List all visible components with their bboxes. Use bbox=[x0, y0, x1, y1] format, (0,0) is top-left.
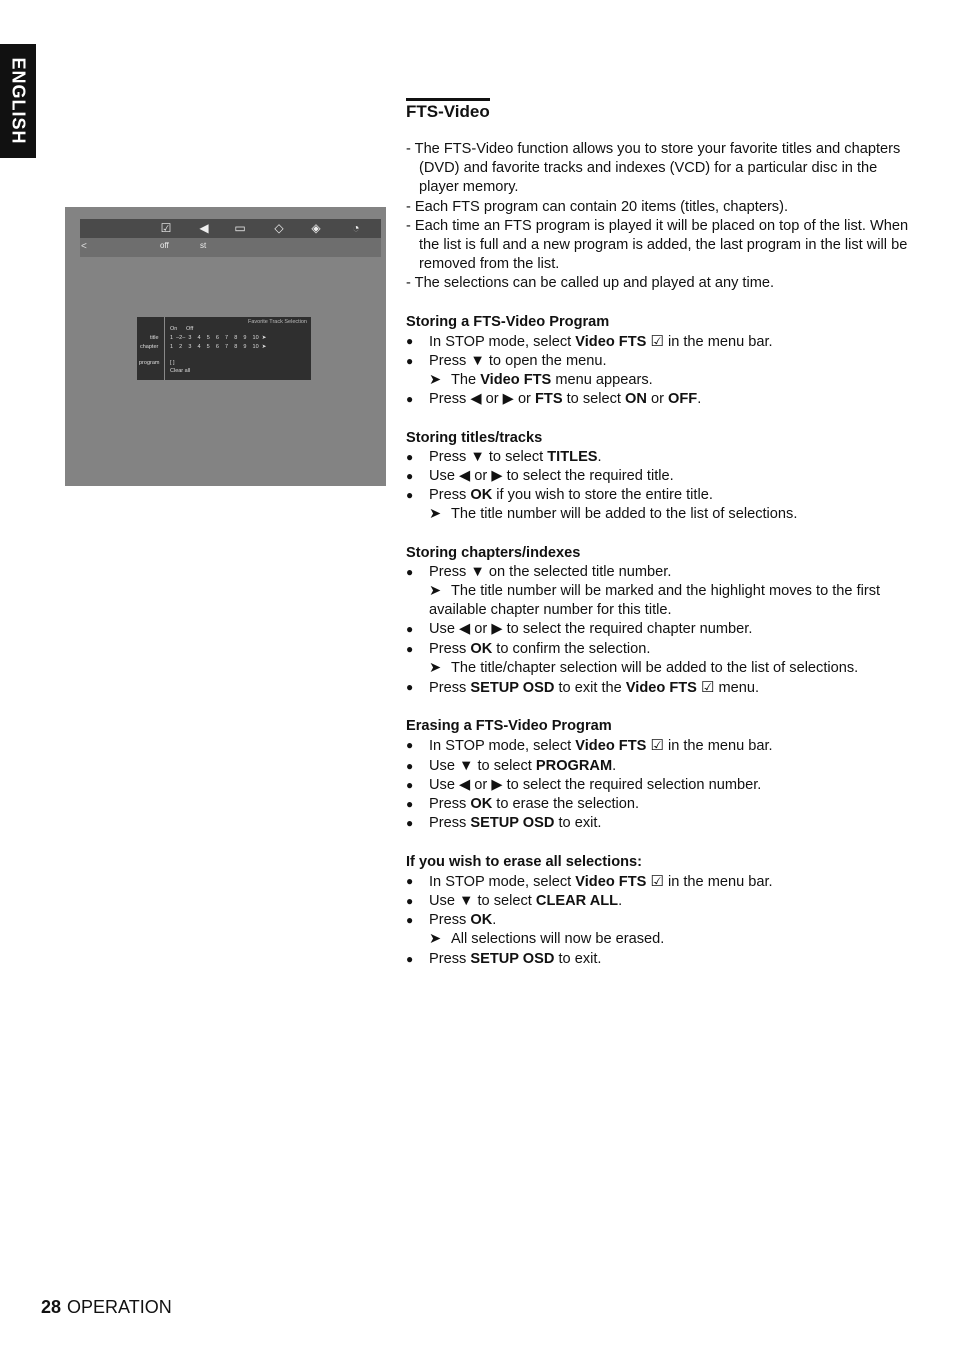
list-item: ● Press ▼ to open the menu. bbox=[406, 352, 916, 371]
speaker-icon: ◀ bbox=[199, 221, 209, 235]
check-icon: ☑ bbox=[650, 332, 664, 350]
page-footer bbox=[41, 1297, 172, 1318]
check-icon: ☑ bbox=[160, 221, 172, 235]
list-item: ● Press OK to erase the selection. bbox=[406, 795, 916, 814]
language-tab: ENGLISH bbox=[0, 44, 36, 158]
fts-panel: Favorite Track Selection On Off title 1 –2– 3 4 5 6 7 8 9 10 ➤ chapter 1 2 3 4 5 6 7 8 9 10 ➤ program [ ] Clear all bbox=[137, 317, 311, 380]
check-icon: ☑ bbox=[700, 679, 715, 697]
osd-menu-bar: < ☑ ◀ ▭ ◇ ◈ ◔ off st bbox=[80, 219, 381, 257]
arrow-icon: ➤ bbox=[429, 583, 442, 600]
list-item: ● Use ◀ or ▶ to select the required selection number. bbox=[406, 776, 916, 795]
arrow-icon: ➤ bbox=[429, 372, 442, 389]
result-item: ➤ All selections will now be erased. bbox=[406, 930, 916, 949]
list-item: ● Press OK if you wish to store the entire title. bbox=[406, 486, 916, 505]
list-item: ● Use ◀ or ▶ to select the required title. bbox=[406, 467, 916, 486]
result-item: ➤ The Video FTS menu appears. bbox=[406, 371, 916, 390]
arrow-icon: ➤ bbox=[429, 506, 442, 523]
list-item: ● Use ◀ or ▶ to select the required chapter number. bbox=[406, 620, 916, 639]
chevron-left-icon: < bbox=[81, 241, 87, 252]
angle-icon: ◇ bbox=[274, 221, 284, 235]
heading-storing-chapters: Storing chapters/indexes bbox=[406, 544, 581, 561]
check-icon: ☑ bbox=[650, 737, 664, 755]
list-item: ● Press SETUP OSD to exit. bbox=[406, 950, 916, 969]
arrow-icon: ➤ bbox=[429, 931, 442, 948]
arrow-icon: ➤ bbox=[429, 659, 442, 676]
list-item: ● In STOP mode, select Video FTS ☑ in the menu bar. bbox=[406, 736, 916, 756]
list-item: ● In STOP mode, select Video FTS ☑ in the menu bar. bbox=[406, 872, 916, 892]
manual-content bbox=[406, 98, 916, 969]
section-title: FTS-Video bbox=[406, 98, 490, 122]
list-item: ● In STOP mode, select Video FTS ☑ in the menu bar. bbox=[406, 332, 916, 352]
frame-icon: ▭ bbox=[234, 221, 246, 235]
list-item: ● Press ▼ to select TITLES. bbox=[406, 448, 916, 467]
list-item: ● Use ▼ to select PROGRAM. bbox=[406, 757, 916, 776]
list-item: ● Press ◀ or ▶ or FTS to select ON or OFF. bbox=[406, 390, 916, 409]
footer-section: OPERATION bbox=[67, 1297, 172, 1317]
page-number: 28 bbox=[41, 1297, 62, 1317]
heading-erase-all: If you wish to erase all selections: bbox=[406, 853, 643, 870]
heading-erasing-program: Erasing a FTS-Video Program bbox=[406, 718, 612, 735]
result-item: ➤ The title number will be added to the list of selections. bbox=[406, 505, 916, 524]
intro: - The FTS-Video function allows you to store your favorite titles and chapters (DVD) and favorite tracks and indexes (VCD) for a particular disc in the player memory. - Each FTS program can contain 20 items (titles, chapters). - Each time an FTS program is played it will be placed on top of the list. When the list is full and a new program is added, the last program in the list will be removed from the list. - The selections can be called up and played at any time. bbox=[406, 141, 909, 292]
zoom-icon: ◈ bbox=[311, 221, 321, 235]
list-item: ● Use ▼ to select CLEAR ALL. bbox=[406, 892, 916, 911]
list-item: ● Press OK. bbox=[406, 911, 916, 930]
heading-storing-program: Storing a FTS-Video Program bbox=[406, 313, 610, 330]
list-item: ● Press OK to confirm the selection. bbox=[406, 640, 916, 659]
result-item: ➤ The title/chapter selection will be added to the list of selections. bbox=[406, 659, 916, 678]
check-icon: ☑ bbox=[650, 872, 664, 890]
clock-icon: ◔ bbox=[352, 221, 360, 235]
list-item: ● Press SETUP OSD to exit the Video FTS ☑ menu. bbox=[406, 678, 916, 698]
list-item: ● Press SETUP OSD to exit. bbox=[406, 814, 916, 833]
list-item: ● Press ▼ on the selected title number. bbox=[406, 563, 916, 582]
heading-storing-titles: Storing titles/tracks bbox=[406, 429, 543, 446]
osd-screenshot bbox=[65, 207, 386, 486]
result-item: ➤ The title number will be marked and the highlight moves to the first available chapter number for this title. bbox=[429, 583, 881, 619]
